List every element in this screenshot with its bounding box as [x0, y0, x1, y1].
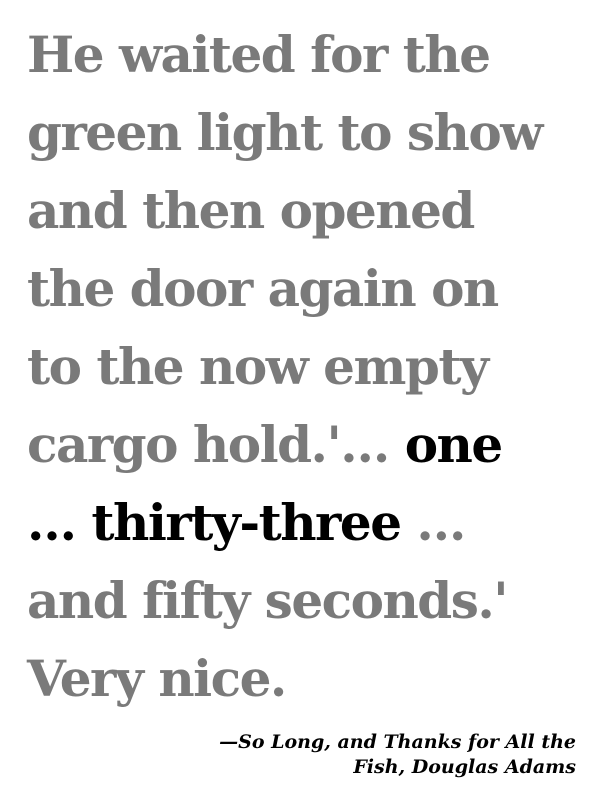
quote-segment: the door again on	[27, 259, 498, 318]
quote-segment: Very nice.	[27, 649, 286, 708]
quote-line	[27, 484, 587, 562]
quote-segment: and then opened	[27, 181, 474, 240]
quote-line	[27, 562, 587, 640]
attribution-line: Fish, Douglas Adams	[353, 756, 576, 778]
quote-segment: and fifty seconds.'	[27, 571, 508, 630]
quote-line	[27, 16, 587, 94]
quote-line	[27, 250, 587, 328]
quote-line	[27, 328, 587, 406]
quote-line	[27, 406, 587, 484]
attribution-line: —So Long, and Thanks for All the	[219, 731, 576, 753]
quote-line	[27, 172, 587, 250]
quote-line	[27, 640, 587, 718]
quote-segment: He waited for the	[27, 25, 490, 84]
quote-segment: …	[400, 493, 465, 552]
attribution	[156, 730, 576, 780]
quote-segment: to the now empty	[27, 337, 488, 396]
quote-emphasis: one	[404, 415, 502, 474]
quote-segment: green light to show	[27, 103, 542, 162]
quote-emphasis: … thirty-three	[27, 493, 401, 552]
quote-segment: cargo hold.'…	[27, 415, 405, 474]
quote-text	[27, 16, 587, 718]
quote-line	[27, 94, 587, 172]
